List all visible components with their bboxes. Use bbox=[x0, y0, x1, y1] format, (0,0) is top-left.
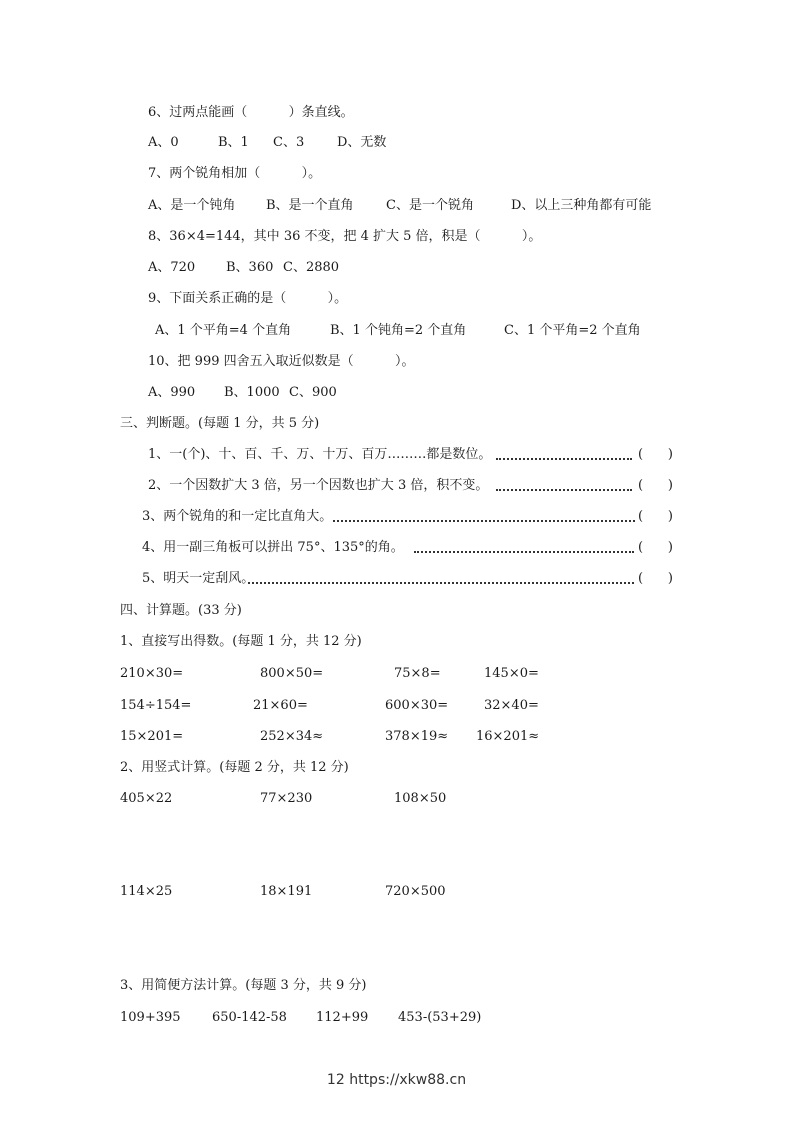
question-8-stem: 8、36×4=144，其中 36 不变，把 4 扩大 5 倍，积是（ ）。 bbox=[148, 229, 542, 244]
q8-option-b: B、360 bbox=[226, 260, 274, 275]
vertical-calc-item: 405×22 bbox=[120, 791, 173, 806]
simplify-calc-item: 453-(53+29) bbox=[398, 1010, 482, 1025]
q7-option-d: D、以上三种角都有可能 bbox=[511, 198, 652, 213]
calc-part3-title: 3、用简便方法计算。(每题 3 分，共 9 分) bbox=[120, 978, 367, 993]
judge-item-3: 3、两个锐角的和一定比直角大。 bbox=[142, 509, 333, 524]
answer-paren: ( ) bbox=[638, 447, 673, 462]
page-number: 12 bbox=[326, 1072, 345, 1088]
q8-option-c: C、2880 bbox=[283, 260, 340, 275]
calc-item: 600×30= bbox=[385, 698, 449, 713]
q10-option-b: B、1000 bbox=[224, 385, 280, 400]
q6-option-c: C、3 bbox=[273, 135, 305, 150]
calc-item: 32×40= bbox=[484, 698, 539, 713]
vertical-calc-item: 18×191 bbox=[260, 884, 313, 899]
q10-option-a: A、990 bbox=[148, 385, 196, 400]
q6-option-d: D、无数 bbox=[337, 135, 387, 150]
leader-dots bbox=[496, 458, 632, 460]
q6-option-a: A、0 bbox=[148, 135, 179, 150]
calc-item: 378×19≈ bbox=[385, 729, 449, 744]
page-footer bbox=[0, 1072, 793, 1088]
q7-option-a: A、是一个钝角 bbox=[148, 198, 236, 213]
q6-option-b: B、1 bbox=[218, 135, 249, 150]
question-9-stem: 9、下面关系正确的是（ ）。 bbox=[148, 291, 348, 306]
q7-option-b: B、是一个直角 bbox=[266, 198, 354, 213]
vertical-calc-item: 77×230 bbox=[260, 791, 313, 806]
judge-item-2: 2、一个因数扩大 3 倍，另一个因数也扩大 3 倍，积不变。 bbox=[148, 478, 489, 493]
question-7-stem: 7、两个锐角相加（ ）。 bbox=[148, 166, 322, 181]
answer-paren: ( ) bbox=[638, 571, 673, 586]
vertical-calc-item: 114×25 bbox=[120, 884, 173, 899]
leader-dots bbox=[333, 520, 635, 522]
calc-part1-title: 1、直接写出得数。(每题 1 分，共 12 分) bbox=[120, 634, 362, 649]
calc-item: 75×8= bbox=[394, 666, 441, 681]
calc-item: 252×34≈ bbox=[260, 729, 324, 744]
calc-item: 145×0= bbox=[484, 666, 539, 681]
calc-item: 210×30= bbox=[120, 666, 184, 681]
leader-dots bbox=[414, 551, 634, 553]
calc-item: 21×60= bbox=[253, 698, 308, 713]
vertical-calc-item: 720×500 bbox=[385, 884, 446, 899]
simplify-calc-item: 109+395 bbox=[120, 1010, 181, 1025]
section-judge-heading: 三、判断题。(每题 1 分，共 5 分) bbox=[120, 416, 320, 431]
leader-dots bbox=[248, 582, 634, 584]
judge-item-5: 5、明天一定刮风。 bbox=[142, 571, 255, 586]
leader-dots bbox=[496, 489, 632, 491]
q8-option-a: A、720 bbox=[148, 260, 196, 275]
answer-paren: ( ) bbox=[638, 478, 673, 493]
judge-item-4: 4、用一副三角板可以拼出 75°、135°的角。 bbox=[142, 540, 404, 555]
section-calc-heading: 四、计算题。(33 分) bbox=[120, 603, 242, 618]
calc-item: 15×201= bbox=[120, 729, 184, 744]
source-url: https://xkw88.cn bbox=[349, 1072, 467, 1088]
calc-item: 154÷154= bbox=[120, 698, 192, 713]
question-10-stem: 10、把 999 四舍五入取近似数是（ ）。 bbox=[148, 354, 415, 369]
calc-item: 16×201≈ bbox=[476, 729, 540, 744]
q9-option-b: B、1 个钝角=2 个直角 bbox=[330, 323, 467, 338]
q9-option-a: A、1 个平角=4 个直角 bbox=[155, 323, 292, 338]
judge-item-1: 1、一(个)、十、百、千、万、十万、百万………都是数位。 bbox=[148, 447, 492, 462]
calc-item: 800×50= bbox=[260, 666, 324, 681]
simplify-calc-item: 112+99 bbox=[316, 1010, 369, 1025]
question-6-stem: 6、过两点能画（ ）条直线。 bbox=[148, 105, 354, 120]
q7-option-c: C、是一个锐角 bbox=[386, 198, 474, 213]
vertical-calc-item: 108×50 bbox=[394, 791, 447, 806]
q10-option-c: C、900 bbox=[289, 385, 337, 400]
answer-paren: ( ) bbox=[638, 540, 673, 555]
answer-paren: ( ) bbox=[638, 509, 673, 524]
q9-option-c: C、1 个平角=2 个直角 bbox=[504, 323, 641, 338]
calc-part2-title: 2、用竖式计算。(每题 2 分，共 12 分) bbox=[120, 760, 349, 775]
simplify-calc-item: 650-142-58 bbox=[212, 1010, 287, 1025]
